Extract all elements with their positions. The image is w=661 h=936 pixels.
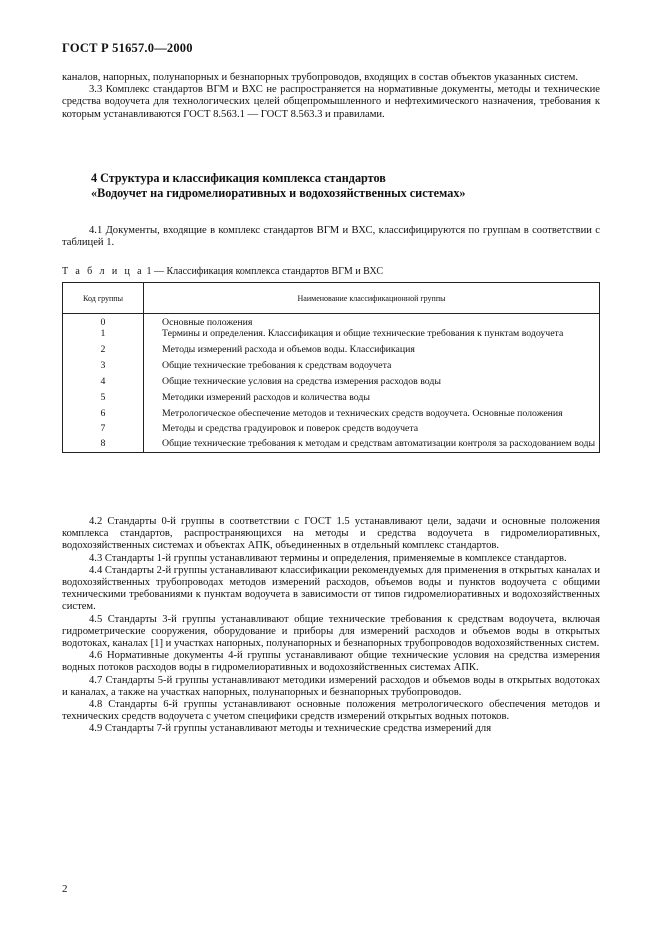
table-row — [63, 434, 600, 453]
clause-4-1: 4.1 Документы, входящие в комплекс стандартов ВГМ и ВХС, классифицируются по группам в соответствии с таблицей 1. — [62, 225, 600, 249]
body-clauses — [62, 516, 600, 736]
section-title-line-1: 4 Структура и классификация комплекса стандартов — [91, 171, 386, 185]
group-name: Методы измерений расхода и объемов воды. Классификация — [144, 339, 600, 355]
group-code: 7 — [63, 419, 144, 434]
group-name: Методы и средства градуировок и поверок средств водоучета — [144, 419, 600, 434]
table-row — [63, 355, 600, 371]
group-name: Метрологическое обеспечение методов и технических средств водоучета. Основные положения — [144, 403, 600, 419]
table-row — [63, 403, 600, 419]
table-caption-lead: Т а б л и ц а — [62, 266, 144, 277]
col-header-name: Наименование классификационной группы — [144, 283, 600, 314]
clause-4-8: 4.8 Стандарты 6-й группы устанавливают основные положения метрологического обеспечения методов и технических средств водоучета с учетом специфики средств измерений открытых водных потоков. — [62, 699, 600, 723]
document-header: ГОСТ Р 51657.0—2000 — [62, 41, 193, 55]
group-code: 1 — [63, 328, 144, 339]
clause-4-7: 4.7 Стандарты 5-й группы устанавливают методики измерений расходов и объемов воды в открытых водотоках и каналах, а также на участках напорных, полунапорных и безнапорных трубопроводов. — [62, 674, 600, 698]
section-title-line-2: «Водоучет на гидромелиоративных и водохозяйственных системах» — [91, 185, 466, 200]
group-code: 2 — [63, 339, 144, 355]
clause-4-1-block — [62, 225, 600, 249]
group-name: Методики измерений расходов и количества воды — [144, 387, 600, 403]
clause-3-3: 3.3 Комплекс стандартов ВГМ и ВХС не распространяется на нормативные документы, методы и технические средства водоучета для технологических целей общепромышленного и нефтехимического назначения, требования к которым устанавливаются ГОСТ 8.563.1 — ГОСТ 8.563.3 и правилами. — [62, 84, 600, 120]
clause-4-5: 4.5 Стандарты 3-й группы устанавливают общие технические требования к средствам водоучета, включая гидрометрические сооружения, оборудование и приборы для измерений расходов и объемов воды в открытых водотоках, каналах [1] и участках напорных, полунапорных и безнапорных трубопроводов водохозяйственных систем. — [62, 613, 600, 650]
group-name: Термины и определения. Классификация и общие технические требования к пунктам водоучета — [144, 328, 600, 339]
table-row — [63, 371, 600, 387]
table-row — [63, 339, 600, 355]
clause-4-9: 4.9 Стандарты 7-й группы устанавливают методы и технические средства измерений для — [89, 723, 492, 735]
group-name: Общие технические требования к средствам водоучета — [144, 355, 600, 371]
clause-4-4: 4.4 Стандарты 2-й группы устанавливают классификации рекомендуемых для применения в открытых каналах и водохозяйственных трубопроводах методов измерений расходов, объемов воды и пунктов водоучета с общими техническими требованиями к пунктам водоучета в зависимости от типов гидромелиоративных и водохозяйственных систем. — [62, 564, 600, 613]
clause-4-6: 4.6 Нормативные документы 4-й группы устанавливают общие технические условия на средства измерения водных потоков расходов воды в гидромелиоративных и водохозяйственных системах АПК. — [62, 650, 600, 674]
page-number: 2 — [62, 883, 68, 895]
group-name: Общие технические условия на средства измерения расходов воды — [144, 371, 600, 387]
group-code: 3 — [63, 355, 144, 371]
group-name: Общие технические требования к методам и средствам автоматизации контроля за расходованием воды — [144, 434, 600, 453]
col-header-code: Код группы — [63, 283, 144, 314]
table-row — [63, 328, 600, 339]
group-code: 4 — [63, 371, 144, 387]
group-code: 0 — [63, 314, 144, 329]
group-code: 6 — [63, 403, 144, 419]
classification-table — [62, 282, 600, 453]
table-row — [63, 419, 600, 434]
clause-4-3: 4.3 Стандарты 1-й группы устанавливают термины и определения, применяемые в комплексе стандартов. — [89, 552, 567, 564]
group-name: Основные положения — [144, 314, 600, 329]
group-code: 8 — [63, 434, 144, 453]
intro-section — [62, 72, 600, 121]
table-row — [63, 387, 600, 403]
table-row — [63, 314, 600, 329]
table-caption-text: 1 — Классификация комплекса стандартов ВГМ и ВХС — [146, 266, 384, 277]
clause-4-2: 4.2 Стандарты 0-й группы в соответствии с ГОСТ 1.5 устанавливают цели, задачи и основные положения комплекса стандартов, распространяющихся на методы и средства водоучета в гидромелиоративных, водохозяйственных системах и объектах АПК, объединенных в отдельный комплекс стандартов. — [62, 516, 600, 552]
continued-paragraph: каналов, напорных, полунапорных и безнапорных трубопроводов, входящих в состав объектов указанных систем. — [62, 72, 579, 83]
section-4-title — [91, 171, 466, 200]
group-code: 5 — [63, 387, 144, 403]
table-caption — [62, 266, 383, 277]
